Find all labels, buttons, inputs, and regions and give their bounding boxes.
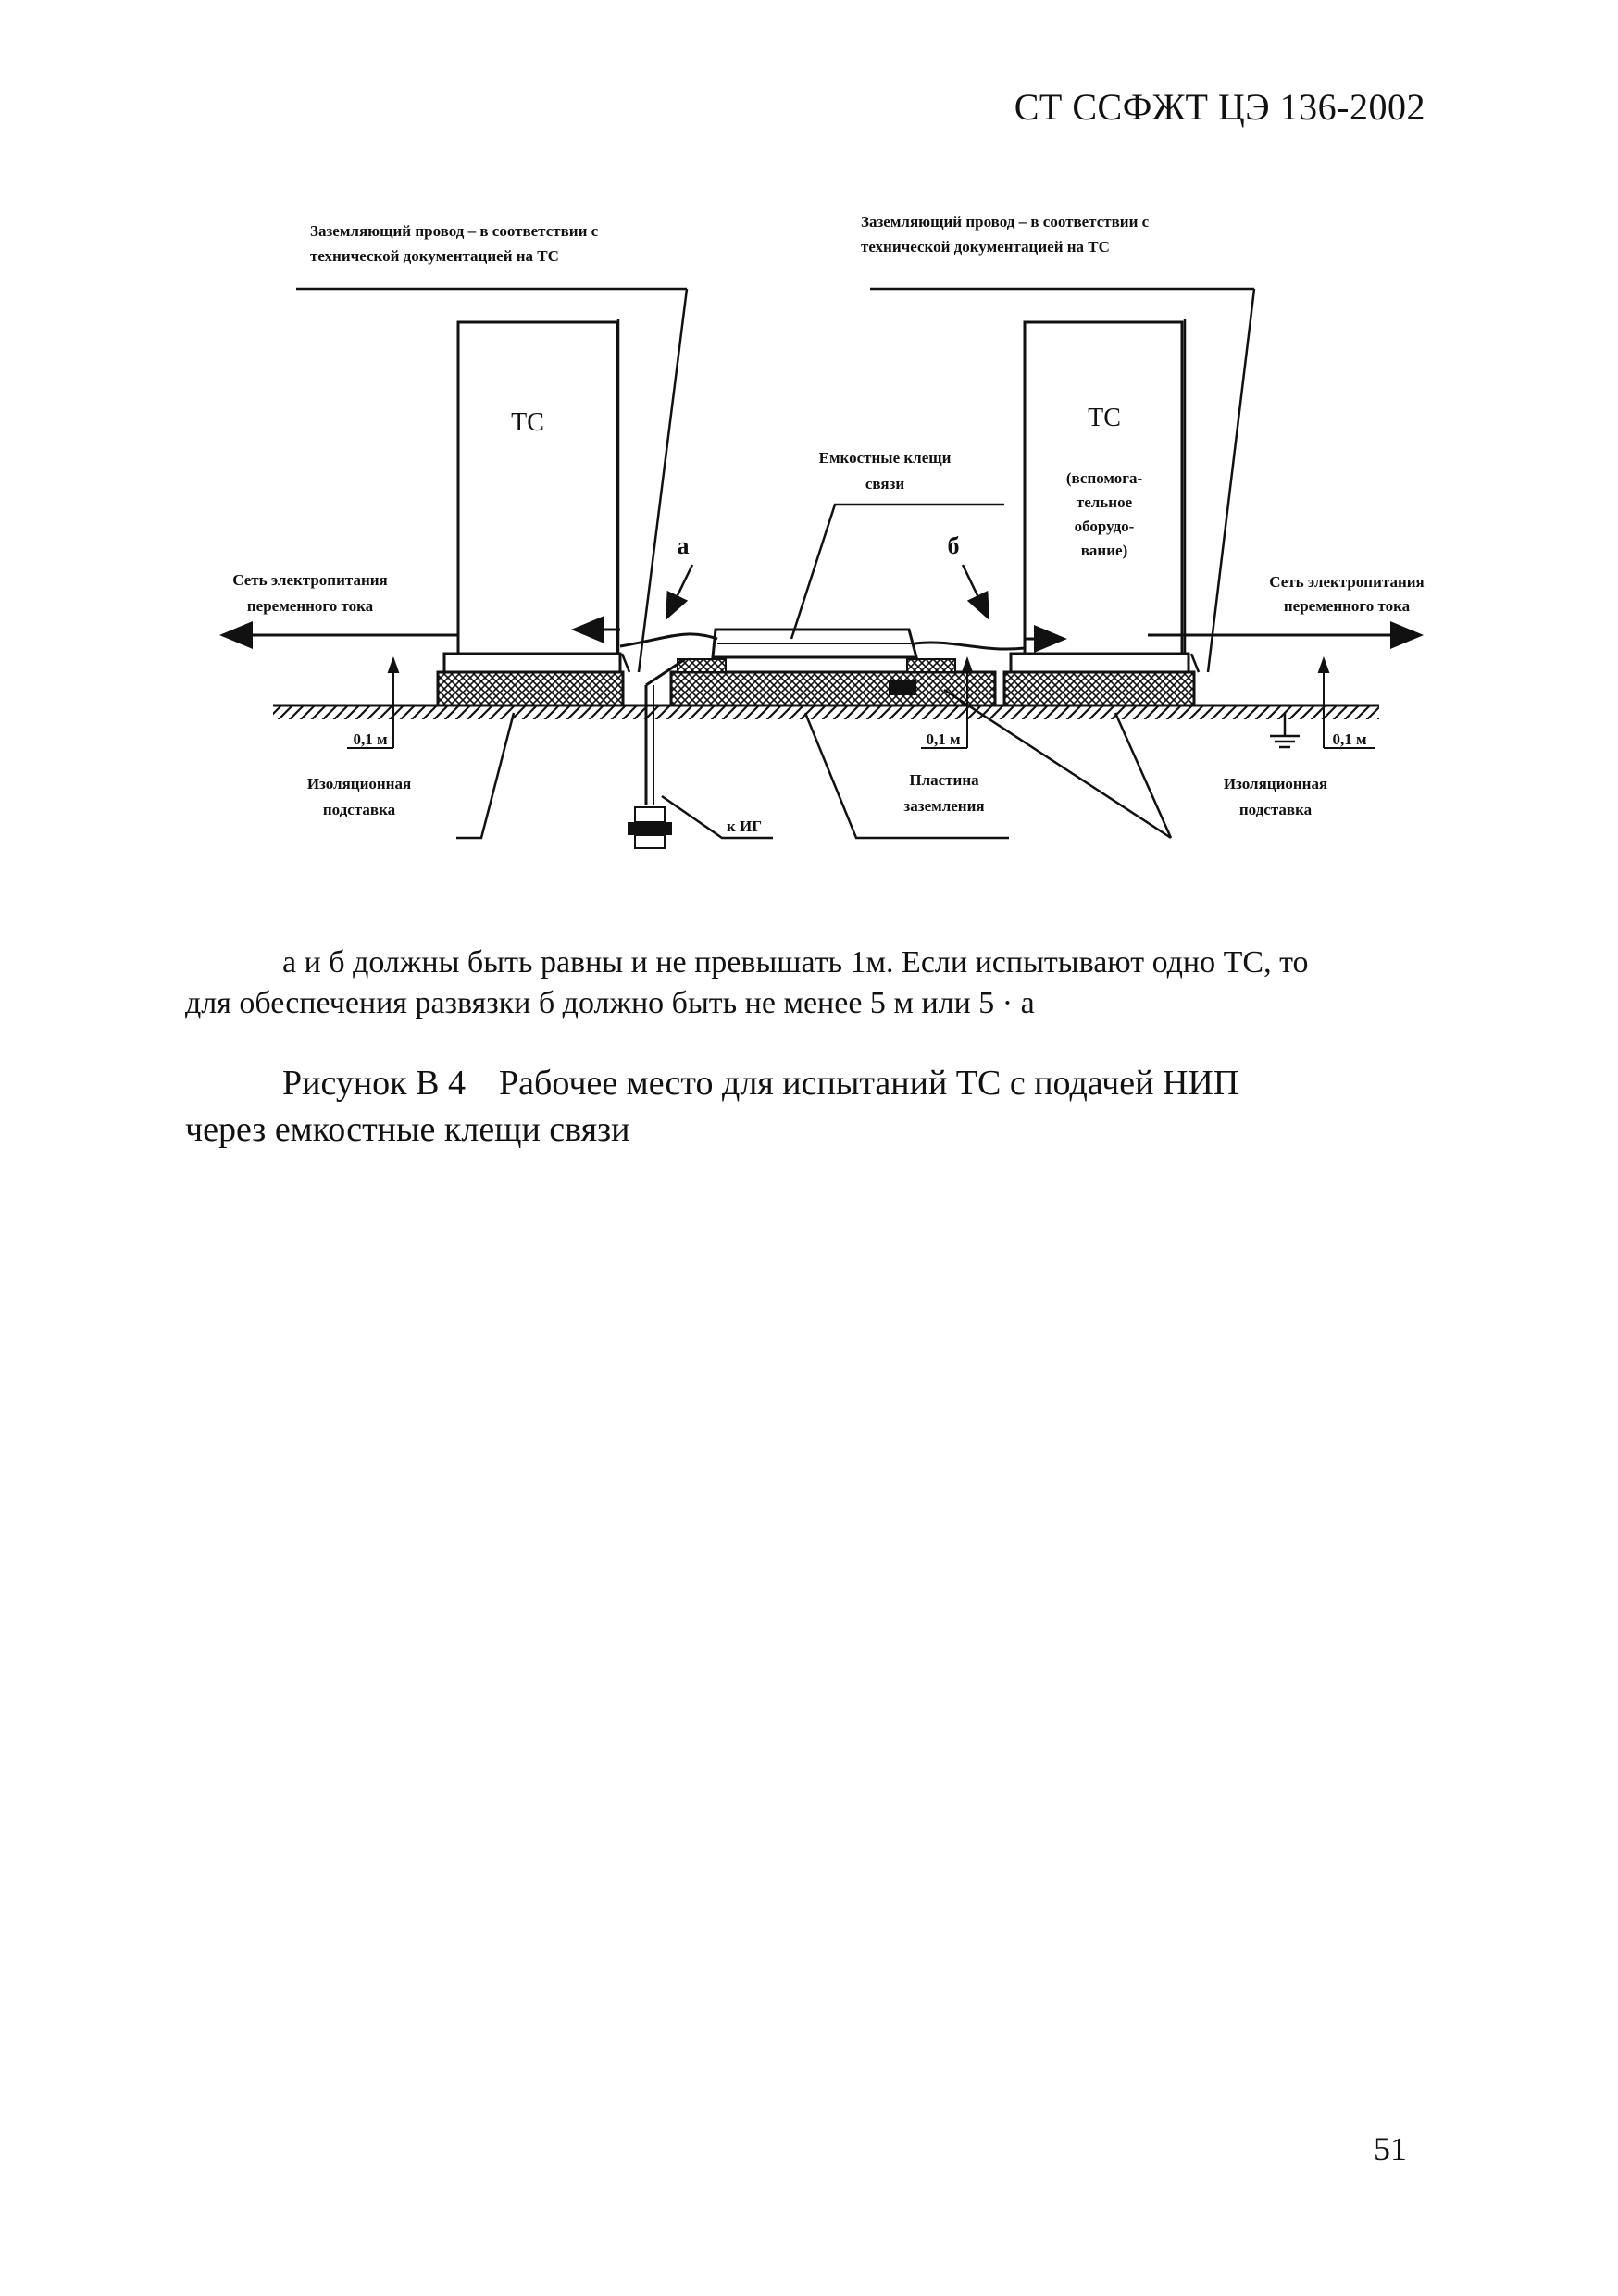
leader-insulating-left bbox=[456, 713, 514, 838]
document-code: СТ ССФЖТ ЦЭ 136-2002 bbox=[1014, 86, 1425, 128]
aux-equipment-label-4: вание) bbox=[1080, 542, 1128, 559]
ground-wire-left-label-2: технической документацией на ТС bbox=[310, 247, 559, 265]
height-label-right: 0,1 м bbox=[1332, 730, 1367, 748]
insulating-support-right-label-1: Изоляционная bbox=[1223, 775, 1328, 792]
mains-right-label-2: переменного тока bbox=[1283, 597, 1411, 615]
caption-label: Рисунок В 4 bbox=[282, 1064, 466, 1103]
ground-plane bbox=[671, 672, 995, 705]
floor bbox=[273, 705, 1379, 719]
eut-right-label: ТС bbox=[1088, 404, 1121, 432]
insulating-support-right bbox=[1004, 672, 1194, 705]
mains-left-label-1: Сеть электропитания bbox=[232, 571, 388, 589]
height-label-left: 0,1 м bbox=[353, 730, 388, 748]
ground-wire-left-label-1: Заземляющий провод – в соответствии с bbox=[310, 222, 599, 240]
note-line-1: а и б должны быть равны и не превышать 1м. Если испытывают одно ТС, то bbox=[282, 945, 1309, 980]
insulating-support-left-label-1: Изоляционная bbox=[306, 775, 412, 792]
coupling-clamp-label-2: связи bbox=[865, 475, 905, 493]
eut-left-box bbox=[458, 322, 617, 654]
coupling-clamp-label-1: Емкостные клещи bbox=[818, 449, 952, 467]
mains-right-label-1: Сеть электропитания bbox=[1269, 573, 1425, 591]
to-generator-label: к ИГ bbox=[727, 817, 763, 835]
marker-b: б bbox=[947, 532, 960, 559]
page-number: 51 bbox=[1374, 2130, 1407, 2167]
caption-text-line-1: Рабочее место для испытаний ТС с подачей НИП bbox=[498, 1064, 1239, 1103]
aux-equipment-label-2: тельное bbox=[1076, 493, 1133, 511]
eut-left-label: ТС bbox=[511, 408, 544, 437]
ground-wire-right-label-2: технической документацией на ТС bbox=[861, 238, 1110, 256]
insulating-support-right-label-2: подставка bbox=[1238, 801, 1313, 818]
note-line-2: для обеспечения развязки б должно быть не менее 5 м или 5 · а bbox=[185, 986, 1035, 1020]
figure-caption bbox=[185, 1060, 1416, 1153]
insulating-support-left bbox=[438, 672, 623, 705]
ground-plane-label-2: заземления bbox=[903, 797, 985, 815]
test-setup-diagram bbox=[0, 0, 1618, 926]
cable-b bbox=[915, 643, 1025, 649]
eut-right-box bbox=[1025, 322, 1182, 654]
aux-equipment-label-3: оборудо- bbox=[1074, 518, 1135, 535]
mains-left-label-2: переменного тока bbox=[246, 597, 374, 615]
cable-a bbox=[620, 634, 717, 646]
height-label-mid: 0,1 м bbox=[926, 730, 961, 748]
marker-a: а bbox=[677, 532, 690, 559]
caption-text-line-2: через емкостные клещи связи bbox=[185, 1110, 630, 1149]
ground-plane-label-1: Пластина bbox=[909, 771, 979, 789]
ground-wire-right-label-1: Заземляющий провод – в соответствии с bbox=[861, 213, 1150, 231]
aux-equipment-label-1: (вспомога- bbox=[1065, 469, 1143, 487]
figure-note bbox=[185, 942, 1435, 1024]
insulating-support-left-label-2: подставка bbox=[322, 801, 396, 818]
leader-clamp bbox=[791, 505, 1004, 639]
